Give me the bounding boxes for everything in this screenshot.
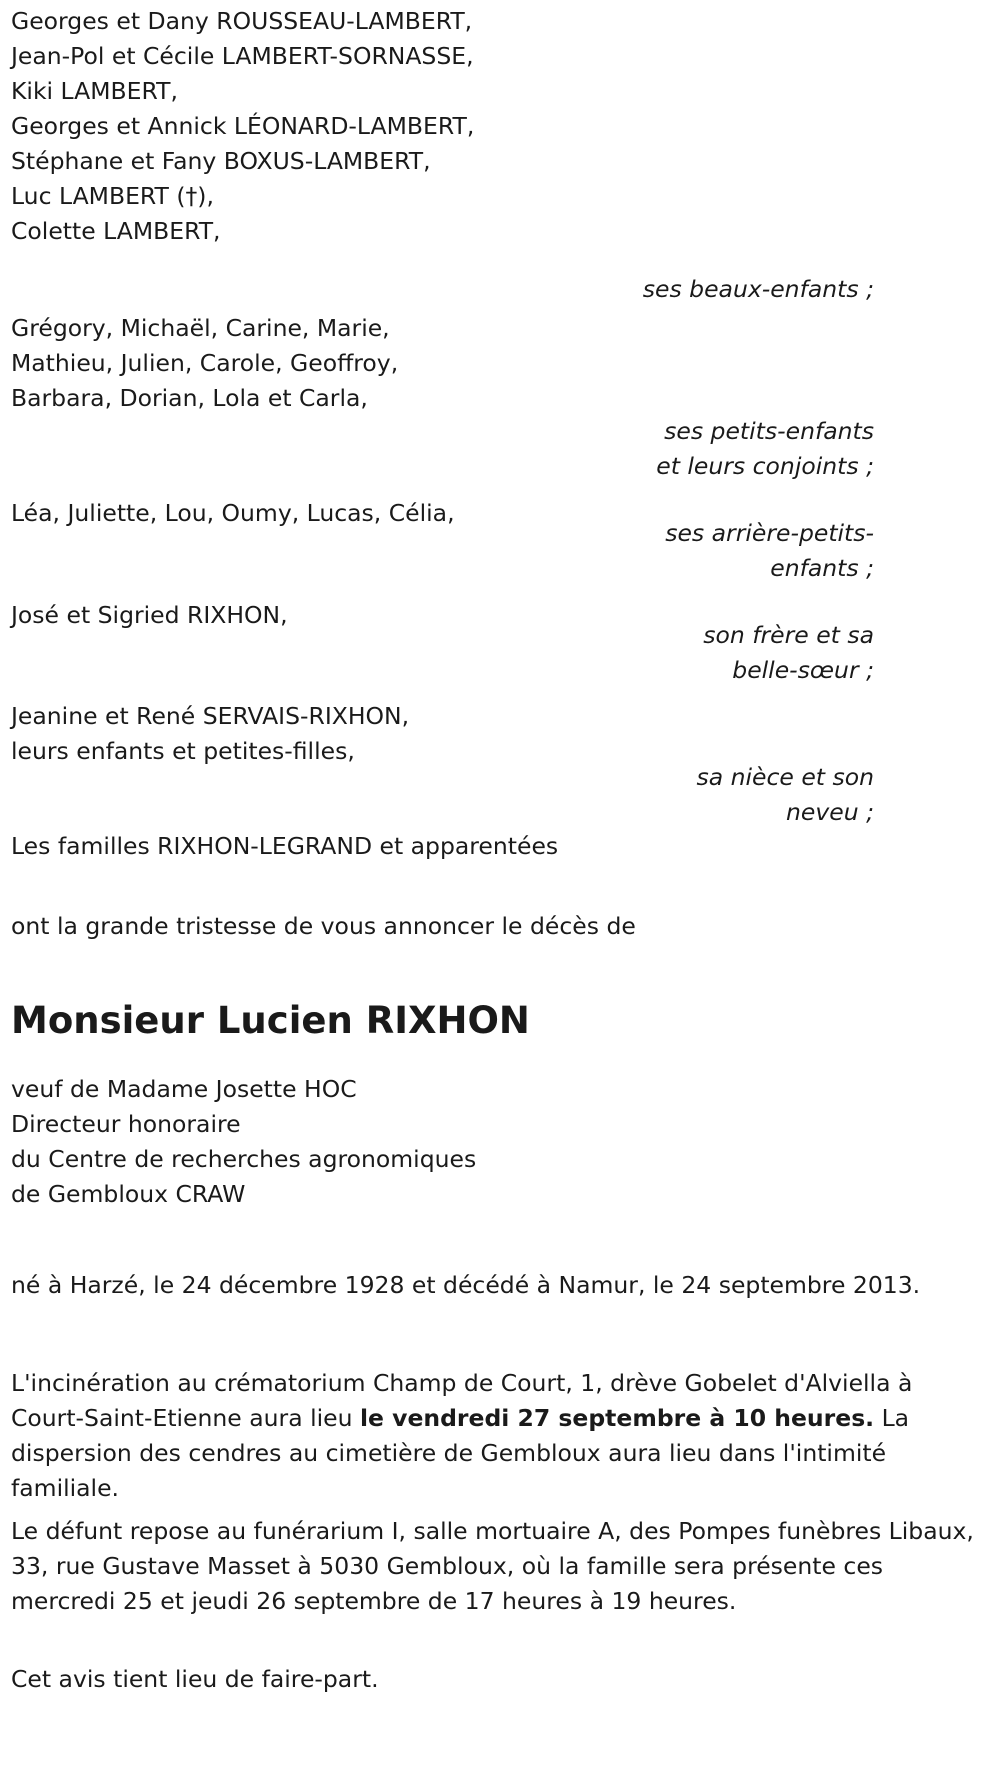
cremation-text-after: La dispersion des cendres au cimetière de Gembloux aura lieu dans l'intimité familiale. — [11, 1404, 910, 1502]
annonce-text: ont la grande tristesse de vous annoncer le décès de — [11, 912, 636, 940]
family-name-line: Luc LAMBERT (†), — [11, 182, 214, 210]
funeral-home-paragraph: Le défunt repose au funérarium I, salle mortuaire A, des Pompes funèbres Libaux, 33, rue Gustave Masset à 5030 Gembloux, où la famille sera présente ces mercredi 25 et jeudi 26 septembre de 17 heures à 19 heures. — [11, 1517, 974, 1615]
relation-line: belle-sœur ; — [732, 656, 874, 684]
deceased-name: Monsieur Lucien RIXHON — [11, 999, 530, 1042]
cremation-text-before: L'incinération au crématorium Champ de Court, 1, drève Gobelet d'Alviella à Court-Saint-Etienne aura lieu — [11, 1369, 913, 1432]
relation-line: neveu ; — [786, 798, 874, 826]
petits-enfants-names — [11, 311, 891, 416]
detail-line: du Centre de recherches agronomiques — [11, 1145, 477, 1173]
detail-line: Directeur honoraire — [11, 1110, 241, 1138]
arriere-petits-enfants-relation — [665, 516, 874, 586]
relation-line: ses arrière-petits- — [665, 519, 874, 547]
petits-enfants-relation — [656, 414, 874, 484]
beaux-enfants-names — [11, 4, 891, 249]
niece-names — [11, 699, 891, 769]
niece-relation — [696, 760, 874, 830]
relation-line: son frère et sa — [703, 621, 874, 649]
relation-line: et leurs conjoints ; — [656, 452, 874, 480]
family-name-line: Jeanine et René SERVAIS-RIXHON, — [11, 702, 410, 730]
family-name-line: Léa, Juliette, Lou, Oumy, Lucas, Célia, — [11, 499, 455, 527]
frere-relation — [703, 618, 874, 688]
family-name-line: leurs enfants et petites-filles, — [11, 737, 355, 765]
relation-line: ses beaux-enfants ; — [642, 275, 874, 303]
family-name-line: Mathieu, Julien, Carole, Geoffroy, — [11, 349, 399, 377]
relation-line: enfants ; — [770, 554, 874, 582]
beaux-enfants-relation — [643, 272, 874, 307]
family-name-line: Grégory, Michaël, Carine, Marie, — [11, 314, 390, 342]
detail-line: veuf de Madame Josette HOC — [11, 1075, 357, 1103]
family-name-line: Colette LAMBERT, — [11, 217, 221, 245]
relation-line: sa nièce et son — [696, 763, 874, 791]
family-name-line: Kiki LAMBERT, — [11, 77, 178, 105]
family-name-line: Barbara, Dorian, Lola et Carla, — [11, 384, 368, 412]
detail-line: de Gembloux CRAW — [11, 1180, 246, 1208]
faire-part-note: Cet avis tient lieu de faire-part. — [11, 1665, 379, 1693]
deceased-details — [11, 1072, 891, 1212]
cremation-date-time: le vendredi 27 septembre à 10 heures. — [359, 1404, 875, 1432]
family-name-line: Georges et Annick LÉONARD-LAMBERT, — [11, 112, 475, 140]
birth-death-paragraph: né à Harzé, le 24 décembre 1928 et décédé à Namur, le 24 septembre 2013. — [11, 1271, 921, 1299]
family-name-line: José et Sigried RIXHON, — [11, 601, 288, 629]
family-name-line: Jean-Pol et Cécile LAMBERT-SORNASSE, — [11, 42, 474, 70]
cremation-paragraph — [11, 1366, 986, 1506]
familles-text: Les familles RIXHON-LEGRAND et apparentées — [11, 832, 559, 860]
family-name-line: Georges et Dany ROUSSEAU-LAMBERT, — [11, 7, 473, 35]
family-name-line: Stéphane et Fany BOXUS-LAMBERT, — [11, 147, 431, 175]
relation-line: ses petits-enfants — [664, 417, 874, 445]
familles-line — [11, 829, 891, 864]
annonce-line — [11, 909, 891, 944]
